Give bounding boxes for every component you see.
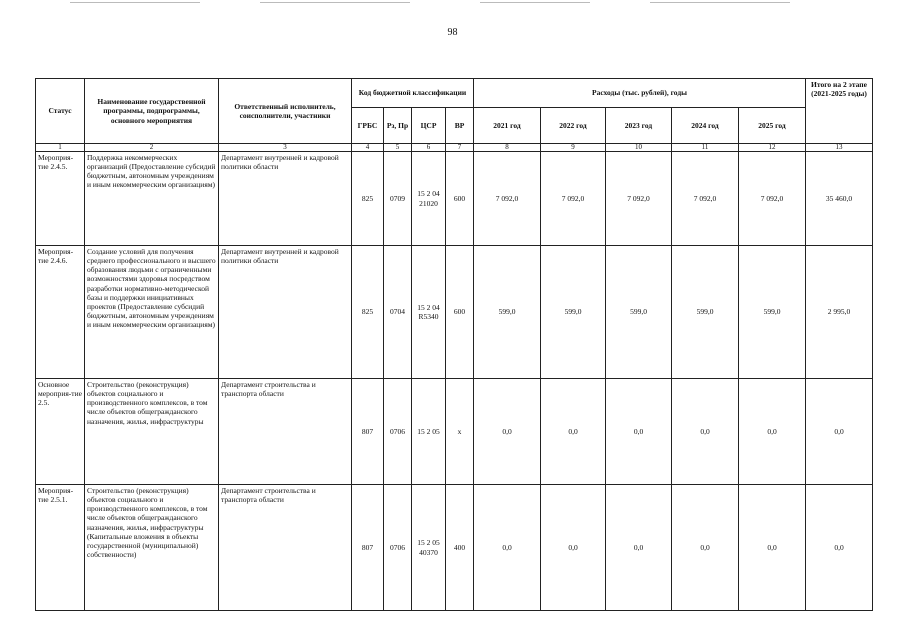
column-number: 7 xyxy=(446,144,474,152)
cell-rz-pr: 0709 xyxy=(384,152,412,246)
column-number: 6 xyxy=(412,144,446,152)
cell-total: 0,0 xyxy=(806,379,873,485)
cell-total: 35 460,0 xyxy=(806,152,873,246)
cell-2021: 7 092,0 xyxy=(474,152,541,246)
page-number: 98 xyxy=(447,27,458,38)
header-grbs: ГРБС xyxy=(352,108,384,144)
cell-2023: 7 092,0 xyxy=(606,152,672,246)
table-row xyxy=(36,152,873,246)
cell-2024: 0,0 xyxy=(672,379,739,485)
scan-top-edge-marks xyxy=(0,0,905,6)
header-expenses: Расходы (тыс. рублей), годы xyxy=(474,79,806,108)
cell-responsible: Департамент строительства и транспорта области xyxy=(219,485,352,611)
cell-name: Поддержка некоммерческих организаций (Предоставление субсидий бюджетным, автономным учреждениям и иным некоммерческим организациям) xyxy=(85,152,219,246)
header-year-2023: 2023 год xyxy=(606,108,672,144)
cell-2022: 599,0 xyxy=(541,246,606,379)
cell-grbs: 807 xyxy=(352,485,384,611)
header-total: Итого на 2 этапе (2021-2025 годы) xyxy=(806,79,873,144)
cell-vr: 600 xyxy=(446,246,474,379)
column-number: 13 xyxy=(806,144,873,152)
cell-2022: 7 092,0 xyxy=(541,152,606,246)
cell-vr: х xyxy=(446,379,474,485)
table-row xyxy=(36,246,873,379)
header-budget-code: Код бюджетной классификации xyxy=(352,79,474,108)
header-year-2025: 2025 год xyxy=(739,108,806,144)
cell-2025: 0,0 xyxy=(739,379,806,485)
header-status: Статус xyxy=(36,79,85,144)
header-year-2024: 2024 год xyxy=(672,108,739,144)
header-year-2022: 2022 год xyxy=(541,108,606,144)
cell-rz-pr: 0704 xyxy=(384,246,412,379)
column-number: 8 xyxy=(474,144,541,152)
cell-responsible: Департамент внутренней и кадровой политики области xyxy=(219,152,352,246)
header-rz-pr: Рз, Пр xyxy=(384,108,412,144)
cell-2024: 0,0 xyxy=(672,485,739,611)
cell-name: Строительство (реконструкция) объектов социального и производственного комплексов, в том числе объектов общегражданского назначения, жилья, инфраструктуры (Капитальные вложения в объекты государственной (муниципальной) собственности) xyxy=(85,485,219,611)
cell-grbs: 825 xyxy=(352,152,384,246)
column-number: 10 xyxy=(606,144,672,152)
cell-total: 2 995,0 xyxy=(806,246,873,379)
cell-2021: 0,0 xyxy=(474,379,541,485)
header-name: Наименование государственной программы, подпрограммы, основного мероприятия xyxy=(85,79,219,144)
cell-status: Мероприя-тие 2.5.1. xyxy=(36,485,85,611)
header-vr: ВР xyxy=(446,108,474,144)
table-row xyxy=(36,379,873,485)
cell-grbs: 807 xyxy=(352,379,384,485)
column-number: 1 xyxy=(36,144,85,152)
header-row xyxy=(36,79,873,108)
cell-2025: 0,0 xyxy=(739,485,806,611)
cell-name: Создание условий для получения среднего профессионального и высшего образования людьми с ограниченными возможностями здоровья посредством разработки нормативно-методической базы и поддержки инициативных проектов (Предоставление субсидий бюджетным, автономным учреждениям и иным некоммерческим организациям) xyxy=(85,246,219,379)
column-number: 2 xyxy=(85,144,219,152)
cell-2021: 599,0 xyxy=(474,246,541,379)
column-number: 12 xyxy=(739,144,806,152)
header-responsible: Ответственный исполнитель, соисполнители, участники xyxy=(219,79,352,144)
cell-2023: 0,0 xyxy=(606,485,672,611)
cell-total: 0,0 xyxy=(806,485,873,611)
cell-status: Основное мероприя-тие 2.5. xyxy=(36,379,85,485)
cell-2023: 599,0 xyxy=(606,246,672,379)
cell-responsible: Департамент строительства и транспорта области xyxy=(219,379,352,485)
cell-2023: 0,0 xyxy=(606,379,672,485)
column-number: 11 xyxy=(672,144,739,152)
cell-vr: 400 xyxy=(446,485,474,611)
cell-2025: 599,0 xyxy=(739,246,806,379)
cell-2024: 7 092,0 xyxy=(672,152,739,246)
cell-rz-pr: 0706 xyxy=(384,379,412,485)
cell-2025: 7 092,0 xyxy=(739,152,806,246)
cell-rz-pr: 0706 xyxy=(384,485,412,611)
cell-name: Строительство (реконструкция) объектов социального и производственного комплексов, в том числе объектов общегражданского назначения, жилья, инфраструктуры xyxy=(85,379,219,485)
column-number: 5 xyxy=(384,144,412,152)
cell-2022: 0,0 xyxy=(541,485,606,611)
cell-csr: 15 2 05 40370 xyxy=(412,485,446,611)
header-csr: ЦСР xyxy=(412,108,446,144)
cell-2022: 0,0 xyxy=(541,379,606,485)
cell-responsible: Департамент внутренней и кадровой политики области xyxy=(219,246,352,379)
column-number: 9 xyxy=(541,144,606,152)
cell-csr: 15 2 04 21020 xyxy=(412,152,446,246)
column-number-row xyxy=(36,144,873,152)
column-number: 4 xyxy=(352,144,384,152)
table-row xyxy=(36,485,873,611)
cell-status: Мероприя-тие 2.4.6. xyxy=(36,246,85,379)
budget-expenses-table xyxy=(35,78,873,611)
cell-2024: 599,0 xyxy=(672,246,739,379)
column-number: 3 xyxy=(219,144,352,152)
header-year-2021: 2021 год xyxy=(474,108,541,144)
cell-csr: 15 2 05 xyxy=(412,379,446,485)
cell-status: Мероприя-тие 2.4.5. xyxy=(36,152,85,246)
cell-csr: 15 2 04 R5340 xyxy=(412,246,446,379)
cell-2021: 0,0 xyxy=(474,485,541,611)
cell-grbs: 825 xyxy=(352,246,384,379)
cell-vr: 600 xyxy=(446,152,474,246)
